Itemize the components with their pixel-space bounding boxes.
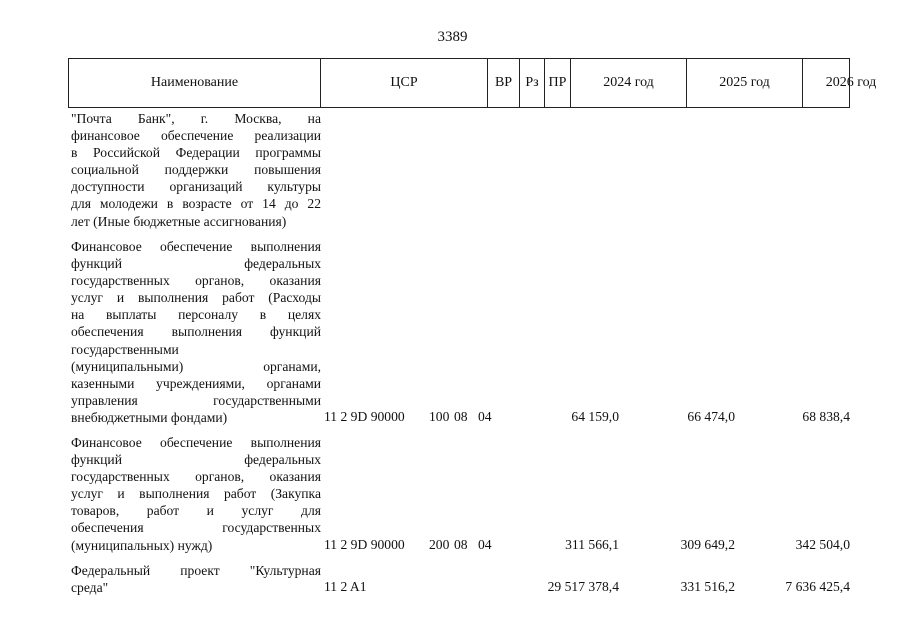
row-name: [71, 562, 321, 596]
table-row: [68, 434, 850, 554]
row-name-line: Федеральный проект "Культурная: [71, 563, 321, 578]
row-name-line: государственными: [71, 341, 179, 357]
row-name-line: финансовое обеспечение реализации: [71, 128, 321, 144]
row-name-line: внебюджетными фондами): [71, 409, 228, 425]
header-2025: 2025 год: [686, 58, 802, 108]
row-2024: 29 517 378,4: [547, 579, 619, 594]
row-2025: 66 474,0: [687, 409, 735, 424]
row-2024: 64 159,0: [571, 409, 619, 424]
row-name-line: государственных органов, оказания: [71, 273, 321, 289]
row-name-line: обеспечения выполнения функций: [71, 324, 321, 340]
row-rz: 08: [454, 409, 468, 424]
header-2024: 2024 год: [570, 58, 686, 108]
table-row: [68, 562, 850, 602]
row-pr: 04: [478, 409, 492, 424]
row-2026: 7 636 425,4: [785, 579, 850, 594]
row-csr: 11 2 9D 90000: [324, 537, 405, 552]
row-name-line: обеспечения государственных: [71, 520, 321, 536]
page-number: 3389: [437, 29, 468, 45]
row-name-line: функций федеральных: [71, 256, 321, 272]
table-row: [68, 110, 850, 230]
header-csr: ЦСР: [320, 58, 487, 108]
row-name-line: товаров, работ и услуг для: [71, 503, 321, 519]
row-pr: 04: [478, 537, 492, 552]
header-2026-label: 2026 год: [825, 75, 877, 90]
row-vr: 200: [429, 537, 450, 552]
row-name-line: услуг и выполнения работ (Расходы: [71, 290, 321, 306]
row-name: [71, 434, 321, 554]
row-csr: 11 2 A1: [324, 579, 367, 594]
row-csr: 11 2 9D 90000: [324, 409, 405, 424]
row-2026: 342 504,0: [795, 537, 850, 552]
header-pr: ПР: [544, 58, 570, 108]
row-name-line: лет (Иные бюджетные ассигнования): [71, 213, 287, 229]
row-name-line: услуг и выполнения работ (Закупка: [71, 486, 321, 502]
row-name-line: Финансовое обеспечение выполнения: [71, 435, 321, 450]
row-2025: 331 516,2: [680, 579, 735, 594]
row-name-line: для молодежи в возрасте от 14 до 22: [71, 196, 321, 212]
row-name-line: Финансовое обеспечение выполнения: [71, 239, 321, 254]
table-row: [68, 238, 850, 428]
row-name: [71, 238, 321, 426]
row-name-line: на выплаты персоналу в целях: [71, 307, 321, 323]
header-vr: ВР: [487, 58, 519, 108]
row-rz: 08: [454, 537, 468, 552]
row-name-line: среда": [71, 580, 109, 596]
row-name-line: государственных органов, оказания: [71, 469, 321, 485]
row-name-line: социальной поддержки повышения: [71, 162, 321, 178]
row-name-line: доступности организаций культуры: [71, 179, 321, 195]
row-name-line: управления государственными: [71, 392, 321, 408]
row-name-line: (муниципальными) органами,: [71, 358, 321, 374]
header-name: Наименование: [68, 58, 320, 108]
row-vr: 100: [429, 409, 450, 424]
row-name-line: (муниципальных) нужд): [71, 537, 213, 553]
row-name: [71, 110, 321, 230]
header-rz: Рз: [519, 58, 544, 108]
row-name-line: "Почта Банк", г. Москва, на: [71, 111, 321, 126]
row-name-line: функций федеральных: [71, 452, 321, 468]
row-name-line: в Российской Федерации программы: [71, 145, 321, 161]
row-2025: 309 649,2: [680, 537, 735, 552]
header-2026: [802, 58, 877, 108]
row-name-line: казенными учреждениями, органами: [71, 375, 321, 391]
row-2026: 68 838,4: [802, 409, 850, 424]
row-2024: 311 566,1: [565, 537, 619, 552]
